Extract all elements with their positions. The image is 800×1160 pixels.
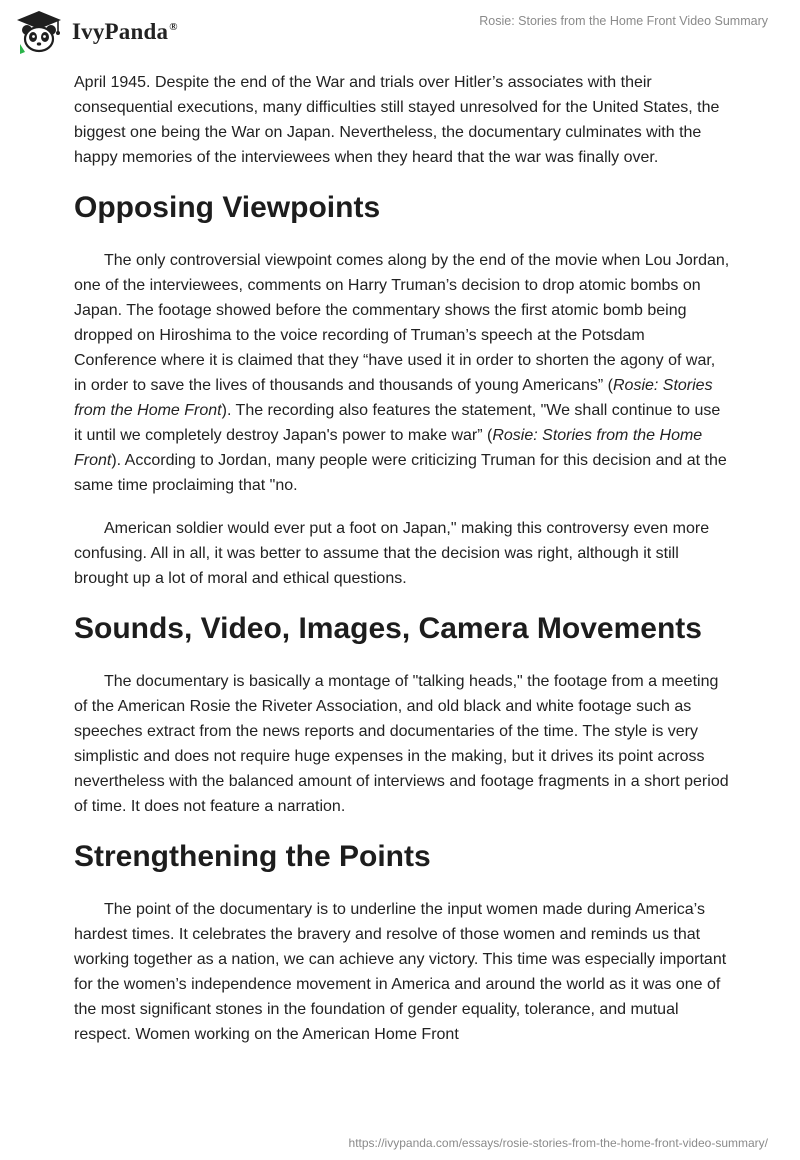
citation: Rosie: Stories from the Home Front <box>74 377 713 419</box>
document-title: Rosie: Stories from the Home Front Video Summary <box>479 14 768 28</box>
citation: Rosie: Stories from the Home Front <box>74 427 703 469</box>
heading-strengthening-points: Strengthening the Points <box>74 840 431 873</box>
essay-content <box>74 70 730 1065</box>
trademark-symbol: ® <box>169 21 178 34</box>
opposing-paragraph-2: American soldier would ever put a foot on Japan," making this controversy even more confusing. All in all, it was better to assume that the decision was right, although it still brought up a lot of moral and ethical questions. <box>74 520 710 587</box>
ivypanda-logo[interactable] <box>14 8 204 56</box>
intro-paragraph: April 1945. Despite the end of the War and trials over Hitler’s associates with their consequential executions, many difficulties still stayed unresolved for the United States, the biggest one being the War on Japan. Nevertheless, the documentary culminates with the happy memories of the interviewees when they heard that the war was finally over. <box>74 74 720 166</box>
strengthening-paragraph-1: The point of the documentary is to underline the input women made during America’s hardest times. It celebrates the bravery and resolve of those women and reminds us that working together as a nation, we can achieve any victory. This time was especially important for the women’s independence movement in America and around the world as it was one of the most significant stones in the foundation of gender equality, tolerance, and mutual respect. Women working on the American Home Front <box>74 901 727 1043</box>
heading-sounds-video: Sounds, Video, Images, Camera Movements <box>74 612 702 645</box>
opposing-paragraph-1: The only controversial viewpoint comes along by the end of the movie when Lou Jordan, one of the interviewees, comments on Harry Truman’s decision to drop atomic bombs on Japan. The footage showed before the commentary shows the first atomic bomb being dropped on Hiroshima to the voice recording of Truman’s speech at the Potsdam Conference where it is claimed that they “have used it in order to shorten the agony of war, in order to save the lives of thousands and thousands of young Americans” (Rosie: Stories from the Home Front). The recording also features the statement, "We shall continue to use it until we completely destroy Japan's power to make war” (Rosie: Stories from the Home Front). According to Jordan, many people were criticizing Truman for this decision and at the same time proclaiming that "no. <box>74 252 730 494</box>
heading-opposing-viewpoints: Opposing Viewpoints <box>74 191 381 224</box>
footer-url[interactable]: https://ivypanda.com/essays/rosie-stories-from-the-home-front-video-summary/ <box>348 1136 768 1150</box>
panda-graduate-icon <box>14 8 64 56</box>
sounds-paragraph-1: The documentary is basically a montage of "talking heads," the footage from a meeting of the American Rosie the Riveter Association, and old black and white footage such as speeches extract from the news reports and documentaries of the time. The style is very simplistic and does not require huge expenses in the making, but it drives its point across nevertheless with the balanced amount of interviews and footage fragments in a short period of time. It does not feature a narration. <box>74 673 729 815</box>
page-header <box>0 0 800 62</box>
brand-name: IvyPanda® <box>72 19 178 44</box>
